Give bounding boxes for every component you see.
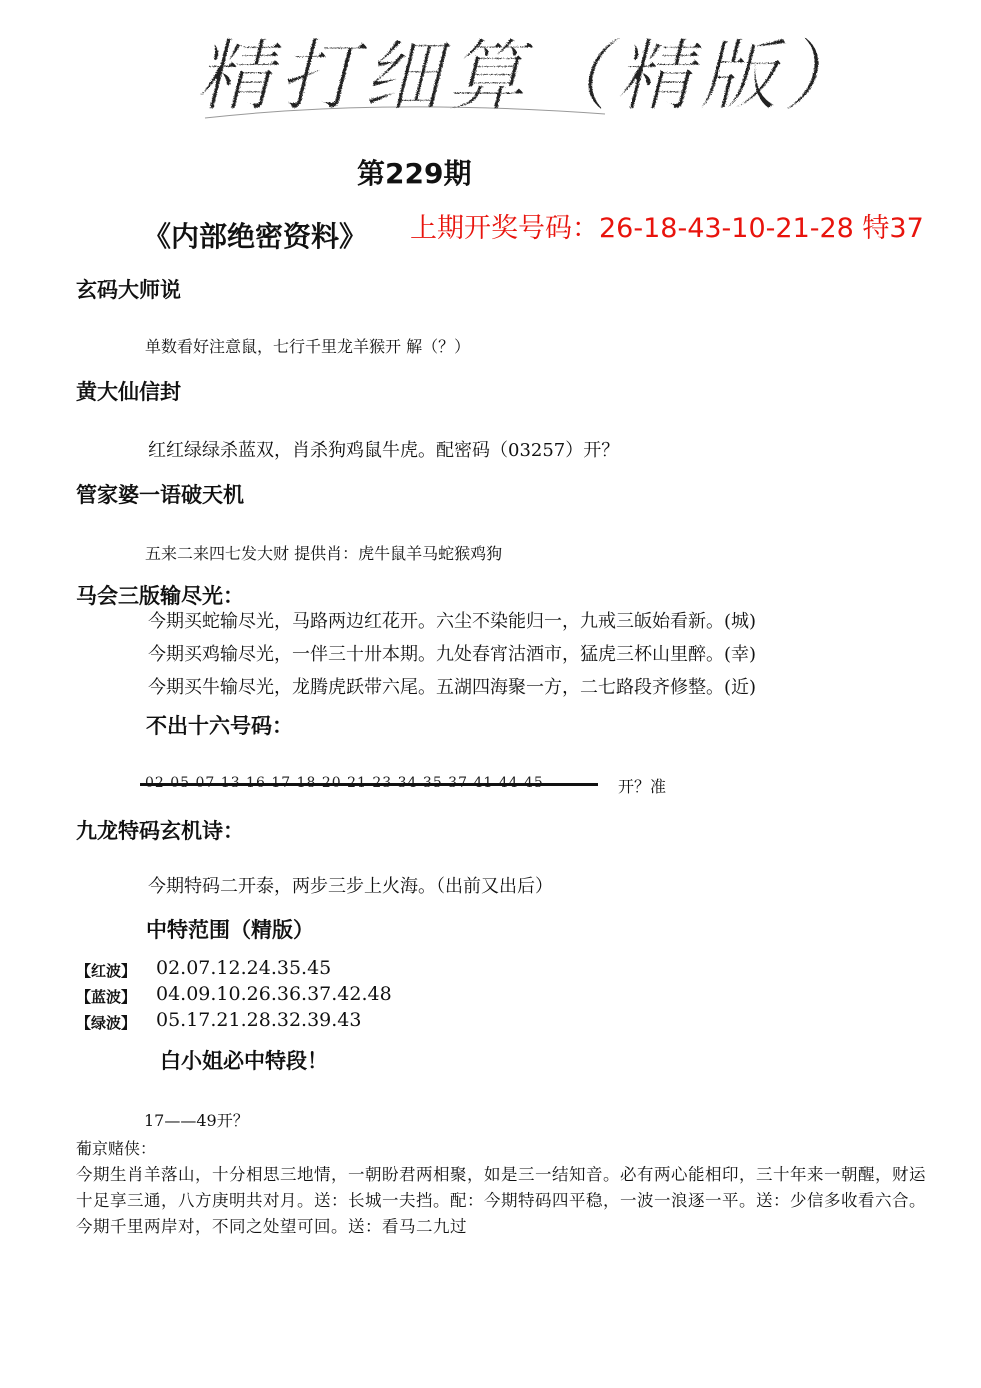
bai-heading: 白小姐必中特段！ <box>160 1048 328 1073</box>
excluded-numbers-suffix: 开？准 <box>618 777 667 796</box>
red-wave-numbers: 02.07.12.24.35.45 <box>156 957 332 979</box>
mahui-line-3: 今期买牛输尽光，龙腾虎跃带六尾。五湖四海聚一方，二七路段齐修整。(近) <box>148 677 757 698</box>
xuanma-text: 单数看好注意鼠，七行千里龙羊猴开 解（？） <box>145 337 471 356</box>
green-wave-numbers: 05.17.21.28.32.39.43 <box>156 1009 362 1031</box>
red-wave-label: 【红波】 <box>76 962 137 980</box>
mahui-line-2: 今期买鸡输尽光，一伴三十卅本期。九处春宵沽酒市，猛虎三杯山里醉。(幸) <box>148 644 757 665</box>
pujing-paragraph: 今期生肖羊落山，十分相思三地情，一朝盼君两相聚，如是三一结知音。必有两心能相印，三十年来一朝醒，财运十足享三通，八方庚明共对月。送：长城一夫挡。配：今期特码四平稳，一波一浪逐一平。送：少信多收看六合。今期千里两岸对，不同之处望可回。送：看马二九过 <box>76 1165 926 1236</box>
guanjiapo-text: 五来二来四七发大财 提供肖：虎牛鼠羊马蛇猴鸡狗 <box>145 544 503 563</box>
title-banner <box>185 18 868 128</box>
huangdaxian-text: 红红绿绿杀蓝双，肖杀狗鸡鼠牛虎。配密码（03257）开？ <box>148 440 620 461</box>
zhongte-heading: 中特范围（精版） <box>146 917 314 942</box>
pujing-heading: 葡京赌侠： <box>76 1139 157 1158</box>
mahui-line-1: 今期买蛇输尽光，马路两边红花开。六尘不染能归一，九戒三皈始看新。(城) <box>148 611 757 632</box>
green-wave-label: 【绿波】 <box>76 1014 137 1032</box>
buchu-heading: 不出十六号码： <box>146 713 293 738</box>
xuanma-heading: 玄码大师说 <box>76 277 181 302</box>
jiulong-heading: 九龙特码玄机诗： <box>76 818 244 843</box>
blue-wave-label: 【蓝波】 <box>76 988 137 1006</box>
guanjiapo-heading: 管家婆一语破天机 <box>76 482 244 507</box>
issue-number: 第229期 <box>357 157 472 190</box>
bai-text: 17——49开？ <box>144 1111 249 1130</box>
mahui-heading: 马会三版输尽光： <box>76 583 244 608</box>
document-title: 《内部绝密资料》 <box>143 220 368 253</box>
svg-text:精打细算（精版）: 精打细算（精版） <box>195 32 868 122</box>
previous-draw-result: 上期开奖号码：26-18-43-10-21-28 特37 <box>410 213 924 244</box>
jiulong-text: 今期特码二开泰，两步三步上火海。（出前又出后） <box>148 876 553 897</box>
title-art <box>185 18 868 128</box>
blue-wave-numbers: 04.09.10.26.36.37.42.48 <box>156 983 392 1005</box>
huangdaxian-heading: 黄大仙信封 <box>76 379 181 404</box>
strikethrough-line <box>140 783 598 786</box>
